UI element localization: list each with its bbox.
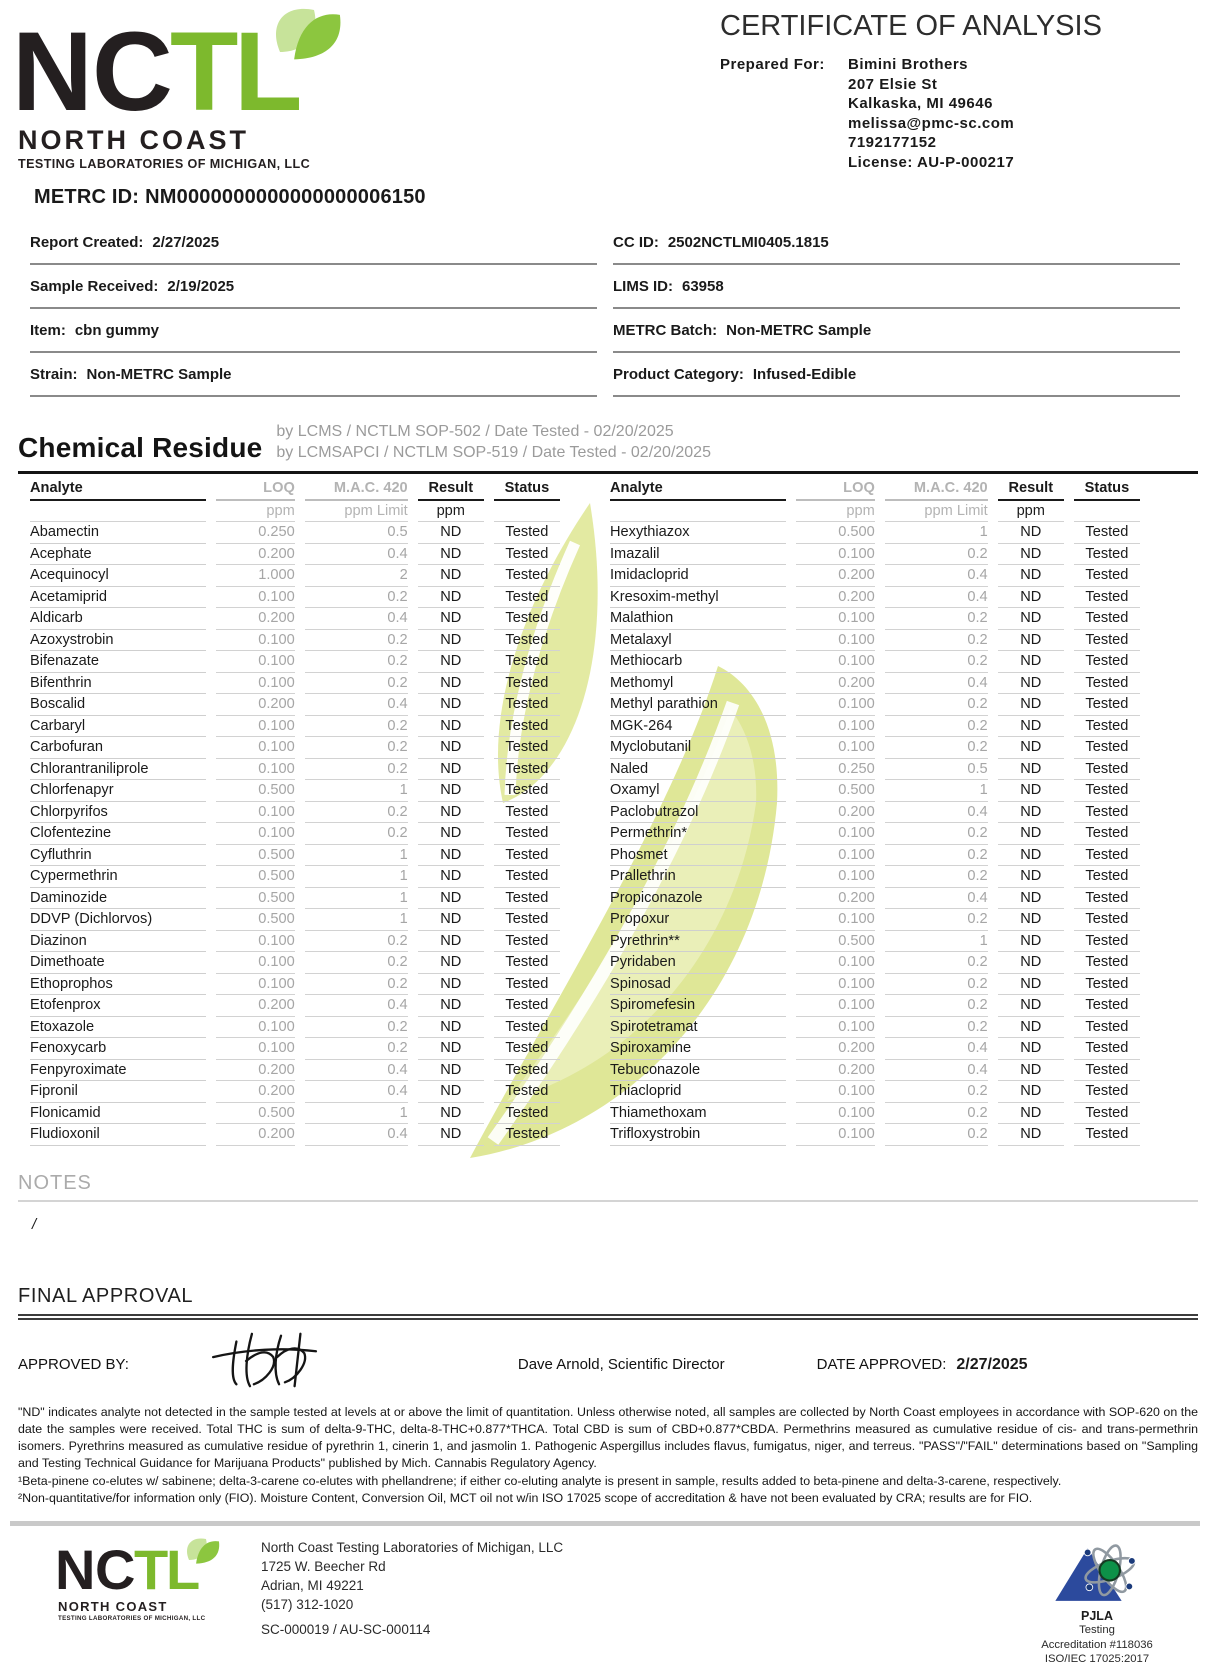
footer-phone: (517) 312-1020 — [261, 1597, 354, 1613]
pjla-name: PJLA — [1081, 1609, 1113, 1624]
analyte-row: Chlorfenapyr 0.500 1 ND Tested — [30, 780, 560, 802]
loq-unit: ppm — [796, 501, 874, 523]
page-header — [10, 8, 1200, 172]
loq-unit: ppm — [216, 501, 294, 523]
analyte-row: Chlorpyrifos 0.100 0.2 ND Tested — [30, 802, 560, 824]
table-units-row — [610, 501, 1140, 523]
analyte-row: Boscalid 0.200 0.4 ND Tested — [30, 694, 560, 716]
analyte-row: Imazalil 0.100 0.2 ND Tested — [610, 544, 1140, 566]
section-methods — [276, 421, 711, 464]
analyte-row: MGK-264 0.100 0.2 ND Tested — [610, 716, 1140, 738]
metrc-id-line — [28, 186, 1200, 209]
analyte-row: Bifenthrin 0.100 0.2 ND Tested — [30, 673, 560, 695]
analyte-row: Clofentezine 0.100 0.2 ND Tested — [30, 823, 560, 845]
analyte-row: Permethrin* 0.100 0.2 ND Tested — [610, 823, 1140, 845]
section-title: Chemical Residue — [18, 432, 263, 463]
final-approval-section — [18, 1285, 1198, 1394]
info-strain: Strain: Non-METRC Sample — [30, 353, 597, 397]
info-metrc-batch: METRC Batch: Non-METRC Sample — [613, 309, 1180, 353]
analyte-row: Naled 0.250 0.5 ND Tested — [610, 759, 1140, 781]
client-phone: 7192177152 — [848, 134, 937, 151]
client-license: License: AU-P-000217 — [848, 153, 1015, 171]
footer-company: North Coast Testing Laboratories of Michigan, LLC — [261, 1540, 564, 1556]
analyte-row: Prallethrin 0.100 0.2 ND Tested — [610, 866, 1140, 888]
analyte-row: Daminozide 0.500 1 ND Tested — [30, 888, 560, 910]
page-title: CERTIFICATE OF ANALYSIS — [720, 10, 1102, 42]
svg-text:T: T — [170, 9, 239, 134]
method-line-2: by LCMSAPCI / NCTLM SOP-519 / Date Tested - 02/20/2025 — [276, 444, 711, 461]
col-result: Result — [998, 478, 1064, 501]
col-mac: M.A.C. 420 — [305, 478, 408, 501]
footer-city: Adrian, MI 49221 — [261, 1578, 364, 1594]
analyte-row: Cyfluthrin 0.500 1 ND Tested — [30, 845, 560, 867]
final-approval-title: FINAL APPROVAL — [18, 1284, 194, 1307]
col-status: Status — [494, 478, 560, 501]
pjla-line-testing: Testing — [1079, 1624, 1115, 1637]
svg-text:L: L — [234, 9, 303, 134]
info-item: Item: cbn gummy — [30, 309, 597, 353]
analyte-row: DDVP (Dichlorvos) 0.500 1 ND Tested — [30, 909, 560, 931]
svg-text:T: T — [134, 1538, 169, 1602]
chem-residue-table-left — [20, 478, 570, 1146]
footer-licenses: SC-000019 / AU-SC-000114 — [261, 1622, 431, 1638]
info-lims-id: LIMS ID: 63958 — [613, 265, 1180, 309]
footer-address — [261, 1538, 563, 1639]
analyte-row: Abamectin 0.250 0.5 ND Tested — [30, 522, 560, 544]
notes-content: / — [32, 1215, 37, 1233]
metrc-id-value: NM0000000000000000006150 — [145, 186, 426, 208]
analyte-row: Carbaryl 0.100 0.2 ND Tested — [30, 716, 560, 738]
disclaimer-footnote-1: ¹Beta-pinene co-elutes w/ sabinene; delta-3-carene co-elutes with phellandrene; if either co-eluting analyte is present in sample, results added to beta-pinene and delta-3-carene, respectively. — [18, 1473, 1062, 1488]
analyte-row: Thiacloprid 0.100 0.2 ND Tested — [610, 1081, 1140, 1103]
analyte-row: Propiconazole 0.200 0.4 ND Tested — [610, 888, 1140, 910]
method-line-1: by LCMS / NCTLM SOP-502 / Date Tested - 02/20/2025 — [276, 423, 674, 440]
client-name: Bimini Brothers — [848, 56, 969, 73]
prepared-for-block — [720, 55, 1180, 172]
analyte-row: Aldicarb 0.200 0.4 ND Tested — [30, 608, 560, 630]
approved-by-label: APPROVED BY: — [18, 1356, 129, 1373]
date-approved-label: DATE APPROVED: — [816, 1356, 947, 1373]
analyte-row: Flonicamid 0.500 1 ND Tested — [30, 1103, 560, 1125]
table-units-row — [30, 501, 560, 523]
analyte-row: Myclobutanil 0.100 0.2 ND Tested — [610, 737, 1140, 759]
header-right — [720, 8, 1200, 172]
chem-residue-table-right — [600, 478, 1150, 1146]
date-approved-value: 2/27/2025 — [956, 1355, 1028, 1373]
prepared-for-label: Prepared For: — [720, 56, 825, 73]
prepared-for-lines — [848, 55, 1014, 172]
notes-rule — [18, 1200, 1198, 1202]
svg-text:L: L — [166, 1538, 201, 1602]
footer-street: 1725 W. Beecher Rd — [261, 1559, 386, 1575]
analyte-row: Malathion 0.100 0.2 ND Tested — [610, 608, 1140, 630]
info-report-created: Report Created: 2/27/2025 — [30, 221, 597, 265]
nctl-logo-mark-icon — [55, 1538, 223, 1602]
col-result: Result — [418, 478, 484, 501]
analyte-row: Kresoxim-methyl 0.200 0.4 ND Tested — [610, 587, 1140, 609]
svg-text:N: N — [12, 9, 93, 134]
col-analyte: Analyte — [30, 478, 206, 501]
col-loq: LOQ — [796, 478, 874, 501]
analyte-row: Paclobutrazol 0.200 0.4 ND Tested — [610, 802, 1140, 824]
approver-name-title: Dave Arnold, Scientific Director — [517, 1356, 725, 1373]
disclaimer-main: "ND" indicates analyte not detected in the sample tested at levels at or above the limit of quantitation. Unless otherwise noted, all samples are collected by North Coast employees in accordance with SOP-620 on the date the samples were received. Total THC is sum of delta-9-THC, delta-8-THC+0.877*THCA. Total CBD is sum of CBD+0.877*CBDA. Permethrins measured as cumulative residue of cis- and trans-permethrin isomers. Pyrethrins measured as cumulative residue of pyrethrin 1, cinerin 1, and jasmolin 1. Pathogenic Aspergillus includes flavus, fumigatus, niger, and terreus. "PASS"/"FAIL" determinations based on "Sampling and Testing Technical Guidance for Marijuana Products" published by Mich. Cannabis Regulatory Agency. — [18, 1404, 1198, 1471]
analyte-row: Pyridaben 0.100 0.2 ND Tested — [610, 952, 1140, 974]
analyte-row: Propoxur 0.100 0.2 ND Tested — [610, 909, 1140, 931]
approval-row — [18, 1336, 1198, 1394]
analyte-row: Thiamethoxam 0.100 0.2 ND Tested — [610, 1103, 1140, 1125]
analyte-row: Fenpyroximate 0.200 0.4 ND Tested — [30, 1060, 560, 1082]
analyte-row: Pyrethrin** 0.500 1 ND Tested — [610, 931, 1140, 953]
pjla-line-iso: ISO/IEC 17025:2017 — [1044, 1653, 1150, 1666]
analyte-row: Spiromefesin 0.100 0.2 ND Tested — [610, 995, 1140, 1017]
logo-wordmark: NORTH COAST — [18, 125, 249, 155]
table-header-row — [30, 478, 560, 501]
analyte-row: Hexythiazox 0.500 1 ND Tested — [610, 522, 1140, 544]
sample-info-grid — [30, 221, 1180, 397]
analyte-row: Tebuconazole 0.200 0.4 ND Tested — [610, 1060, 1140, 1082]
footer-nctl-logo — [55, 1538, 243, 1623]
client-city: Kalkaska, MI 49646 — [848, 95, 993, 112]
analyte-row: Phosmet 0.100 0.2 ND Tested — [610, 845, 1140, 867]
disclaimer — [18, 1404, 1198, 1508]
col-analyte: Analyte — [610, 478, 786, 501]
analyte-row: Metalaxyl 0.100 0.2 ND Tested — [610, 630, 1140, 652]
analyte-row: Oxamyl 0.500 1 ND Tested — [610, 780, 1140, 802]
signature-icon — [163, 1328, 368, 1392]
mac-unit: ppm Limit — [885, 501, 988, 523]
notes-title: NOTES — [18, 1171, 92, 1194]
analyte-row: Chlorantraniliprole 0.100 0.2 ND Tested — [30, 759, 560, 781]
analyte-row: Methomyl 0.200 0.4 ND Tested — [610, 673, 1140, 695]
analyte-row: Cypermethrin 0.500 1 ND Tested — [30, 866, 560, 888]
pjla-line-accreditation: Accreditation #118036 — [1041, 1638, 1153, 1651]
analyte-row: Bifenazate 0.100 0.2 ND Tested — [30, 651, 560, 673]
analyte-row: Fludioxonil 0.200 0.4 ND Tested — [30, 1124, 560, 1146]
table-header-row — [610, 478, 1140, 501]
client-street: 207 Elsie St — [848, 75, 938, 93]
analyte-row: Carbofuran 0.100 0.2 ND Tested — [30, 737, 560, 759]
metrc-id-label: METRC ID: — [34, 186, 140, 208]
analyte-row: Dimethoate 0.100 0.2 ND Tested — [30, 952, 560, 974]
client-email: melissa@pmc-sc.com — [848, 114, 1015, 132]
footer-divider — [10, 1521, 1200, 1526]
results-tables — [20, 478, 1150, 1146]
logo-wordmark: NORTH COAST — [58, 1599, 168, 1615]
analyte-row: Diazinon 0.100 0.2 ND Tested — [30, 931, 560, 953]
nctl-logo — [10, 8, 355, 171]
svg-text:N: N — [55, 1538, 96, 1602]
analyte-row: Fipronil 0.200 0.4 ND Tested — [30, 1081, 560, 1103]
col-mac: M.A.C. 420 — [885, 478, 988, 501]
analyte-row: Etofenprox 0.200 0.4 ND Tested — [30, 995, 560, 1017]
info-sample-received: Sample Received: 2/19/2025 — [30, 265, 597, 309]
analyte-row: Spinosad 0.100 0.2 ND Tested — [610, 974, 1140, 996]
analyte-row: Trifloxystrobin 0.100 0.2 ND Tested — [610, 1124, 1140, 1146]
final-approval-rule — [18, 1314, 1198, 1320]
result-unit: ppm — [998, 501, 1064, 523]
svg-text:C: C — [92, 9, 173, 134]
pjla-accreditation — [1022, 1538, 1172, 1667]
analyte-row: Acequinocyl 1.000 2 ND Tested — [30, 565, 560, 587]
analyte-row: Spirotetramat 0.100 0.2 ND Tested — [610, 1017, 1140, 1039]
analyte-row: Acetamiprid 0.100 0.2 ND Tested — [30, 587, 560, 609]
result-unit: ppm — [418, 501, 484, 523]
analyte-row: Acephate 0.200 0.4 ND Tested — [30, 544, 560, 566]
svg-text:C: C — [95, 1538, 136, 1602]
analyte-row: Methyl parathion 0.100 0.2 ND Tested — [610, 694, 1140, 716]
analyte-row: Imidacloprid 0.200 0.4 ND Tested — [610, 565, 1140, 587]
info-product-category: Product Category: Infused-Edible — [613, 353, 1180, 397]
analyte-row: Ethoprophos 0.100 0.2 ND Tested — [30, 974, 560, 996]
col-loq: LOQ — [216, 478, 294, 501]
mac-unit: ppm Limit — [305, 501, 408, 523]
pjla-logo-icon — [1041, 1538, 1153, 1606]
analyte-row: Fenoxycarb 0.100 0.2 ND Tested — [30, 1038, 560, 1060]
col-status: Status — [1074, 478, 1140, 501]
logo-tagline: TESTING LABORATORIES OF MICHIGAN, LLC — [18, 157, 311, 171]
analyte-row: Etoxazole 0.100 0.2 ND Tested — [30, 1017, 560, 1039]
info-cc-id: CC ID: 2502NCTLMI0405.1815 — [613, 221, 1180, 265]
chemical-residue-header — [18, 421, 1200, 464]
analyte-row: Azoxystrobin 0.100 0.2 ND Tested — [30, 630, 560, 652]
nctl-logo-mark-icon — [12, 8, 348, 134]
section-rule — [18, 471, 1198, 474]
logo-tagline: TESTING LABORATORIES OF MICHIGAN, LLC — [58, 1615, 206, 1623]
analyte-row: Methiocarb 0.100 0.2 ND Tested — [610, 651, 1140, 673]
disclaimer-footnote-2: ²Non-quantitative/for information only (FIO). Moisture Content, Conversion Oil, MCT oil not w/in ISO 17025 scope of accreditation & have not been evaluated by CRA; results are for FIO. — [18, 1490, 1033, 1505]
analyte-row: Spiroxamine 0.200 0.4 ND Tested — [610, 1038, 1140, 1060]
page-footer — [10, 1538, 1200, 1667]
